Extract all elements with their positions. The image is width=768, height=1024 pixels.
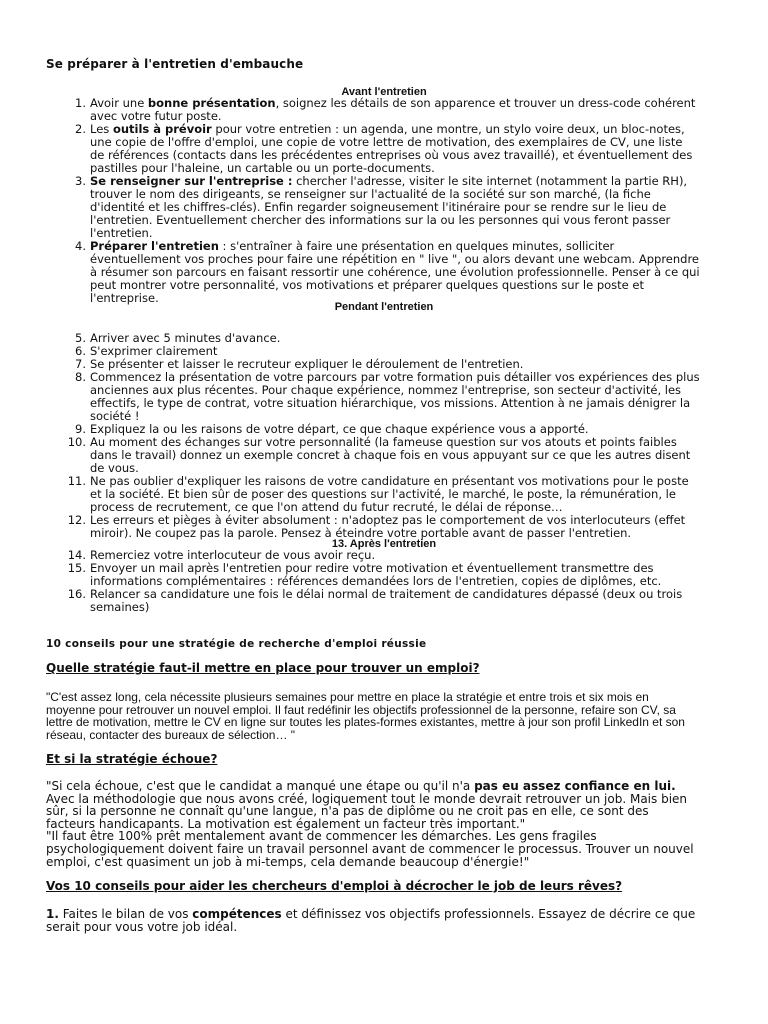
question-1: Quelle stratégie faut-il mettre en place pour trouver un emploi? xyxy=(46,661,480,675)
tip-1: 1. Faites le bilan de vos compétences et définissez vos objectifs professionnels. Essayez de décrire ce que serait pour vous votre job idéal. xyxy=(46,907,696,934)
list-item: 8. Commencez la présentation de votre parcours par votre formation puis détailler vos expériences des plus anciennes aux plus récentes. Pour chaque expérience, nommez l'entreprise, son secteur d'activité, les effectifs, le type de contrat, votre situation hiérarchique, vos missions. Attention à ne jamais dénigrer la société ! xyxy=(75,370,700,423)
list-item: 5. Arriver avec 5 minutes d'avance. xyxy=(75,331,281,345)
list-item: 6. S'exprimer clairement xyxy=(75,344,218,358)
list-item: 1. Avoir une bonne présentation, soignez les détails de son apparence et trouver un dress-code cohérent avec votre futur poste. xyxy=(75,96,696,123)
list-item: 16. Relancer sa candidature une fois le délai normal de traitement de candidatures dépassé (deux ou trois semaines) xyxy=(67,587,683,614)
heading-after-interview: 13. Après l'entretien xyxy=(331,538,437,550)
list-item: 15. Envoyer un mail après l'entretien pour redire votre motivation et éventuellement transmettre des informations complémentaires : références demandées lors de l'entretien, copies de diplômes, etc. xyxy=(67,561,662,588)
list-item: 14. Remerciez votre interlocuteur de vous avoir reçu. xyxy=(67,548,376,562)
document-title: Se préparer à l'entretien d'embauche xyxy=(46,57,304,71)
list-item: 9. Expliquez la ou les raisons de votre départ, ce que chaque expérience vous a apporté. xyxy=(75,422,589,436)
before-interview-list xyxy=(75,96,700,305)
list-item: 4. Préparer l'entretien : s'entraîner à faire une présentation en quelques minutes, solliciter éventuellement vos proches pour faire une répétition en " live ", ou alors devant une webcam. Apprendre à résumer son parcours en faisant ressortir une cohérence, une évolution professionnelle. Penser à ce qui peut montrer votre personnalité, vos motivations et préparer quelques questions sur le poste et l'entreprise. xyxy=(75,239,700,305)
list-item: 10. Au moment des échanges sur votre personnalité (la fameuse question sur vos atouts et points faibles dans le travail) donnez un exemple concret à chaque fois en vous appuyant sur ce que les autres disent de vous. xyxy=(67,435,691,475)
question-3: Vos 10 conseils pour aider les chercheurs d'emploi à décrocher le job de leurs rêves? xyxy=(46,879,623,893)
list-item: 7. Se présenter et laisser le recruteur expliquer le déroulement de l'entretien. xyxy=(75,357,524,371)
question-2: Et si la stratégie échoue? xyxy=(46,752,218,766)
list-item: 2. Les outils à prévoir pour votre entretien : un agenda, une montre, un stylo voire deux, un bloc-notes, une copie de l'offre d'emploi, une copie de votre lettre de motivation, des exemplaires de CV, une liste de références (contacts dans les précédentes entreprises où vous avez travaillé), et éventuellement des pastilles pour l'haleine, un cartable ou un porte-documents. xyxy=(75,122,693,175)
list-item: 12. Les erreurs et pièges à éviter absolument : n'adoptez pas le comportement de vos interlocuteurs (effet miroir). Ne coupez pas la parole. Pensez à éteindre votre portable avant de passer l'entretien. xyxy=(67,513,686,540)
after-interview-list xyxy=(67,548,700,614)
list-item: 11. Ne pas oublier d'expliquer les raisons de votre candidature en présentant vos motivations pour le poste et la société. Et bien sûr de poser des questions sur l'activité, le marché, le poste, la rémunération, le process de recrutement, ce que l'on attend du futur recruté, le délai de réponse… xyxy=(67,474,689,514)
heading-during-interview: Pendant l'entretien xyxy=(334,301,434,313)
list-item: 3. Se renseigner sur l'entreprise : chercher l'adresse, visiter le site internet (notamment la partie RH), trouver le nom des dirigeants, se renseigner sur l'actualité de la société sur son marché, (la fiche d'identité et les chiffres-clés). Enfin regarder soigneusement l'itinéraire pour se rendre sur le lieu de l'entretien. Eventuellement chercher des informations sur la ou les personnes qui vous feront passer l'entretien. xyxy=(75,174,688,240)
answer-1: "C'est assez long, cela nécessite plusieurs semaines pour mettre en place la stratégie et entre trois et six mois en moyenne pour retrouver un nouvel emploi. Il faut redéfinir les objectifs professionnel de la personne, refaire son CV, sa lettre de motivation, mettre le CV en ligne sur toutes les plates-formes existantes, mettre à jour son profil LinkedIn et son réseau, contacter des bureaux de sélection… " xyxy=(46,690,685,742)
heading-before-interview: Avant l'entretien xyxy=(341,86,427,98)
during-interview-list xyxy=(67,331,700,540)
answer-2: "Si cela échoue, c'est que le candidat a manqué une étape ou qu'il n'a pas eu assez confiance en lui. Avec la méthodologie que nous avons créé, logiquement tout le monde devrait retrouver un job. Mais bien sûr, si la personne ne connaît qu'une langue, n'a pas de diplôme ou ne croit pas en elle, ce sont des facteurs handicapants. La motivation est également un facteur très important." "Il faut être 100% prêt mentalement avant de commencer les démarches. Les gens fragiles psychologiquement doivent faire un travail personnel avant de commencer le processus. Trouver un nouvel emploi, c'est quasiment un job à mi-temps, cela demande beaucoup d'énergie!" xyxy=(46,779,694,869)
section-title-strategy: 10 conseils pour une stratégie de recherche d'emploi réussie xyxy=(46,638,427,650)
